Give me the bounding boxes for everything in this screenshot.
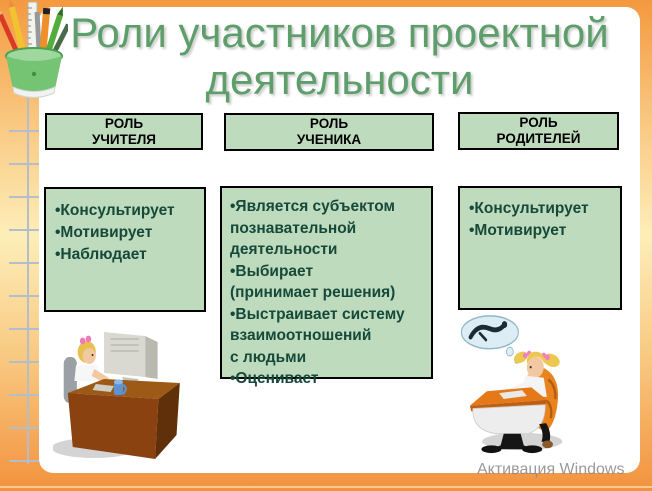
ruler-tick — [9, 295, 40, 297]
mug-top — [114, 380, 123, 385]
cup-dot — [32, 72, 36, 76]
girl-at-computer-clipart — [53, 331, 193, 461]
ruler-tick — [9, 163, 40, 165]
header-teacher-line2: УЧИТЕЛЯ — [91, 131, 156, 147]
content-box-student — [220, 186, 433, 387]
header-student-line2: УЧЕНИКА — [296, 132, 362, 147]
slide-title-line1: Роли участников проектной — [70, 9, 609, 56]
bullet-line: взаимоотношений — [230, 327, 372, 344]
thought-bubble-icon — [461, 316, 518, 349]
eye — [530, 366, 532, 369]
bubble-trail — [506, 347, 513, 356]
face — [83, 348, 96, 364]
bullet-line: •Консультирует — [55, 202, 175, 219]
bullet-line: •Консультирует — [469, 200, 589, 217]
ruler-tick — [9, 130, 40, 132]
pedestal-foot — [481, 445, 501, 453]
bullet-line: •Мотивирует — [469, 222, 567, 239]
slide-title — [39, 9, 640, 103]
ruler-tick — [9, 394, 40, 396]
bullet-line: (принимает решения) — [230, 284, 396, 301]
header-box-teacher — [45, 113, 203, 150]
header-parents-line2: РОДИТЕЛЕЙ — [496, 131, 581, 146]
header-box-parents — [458, 112, 619, 150]
pedestal-foot — [522, 445, 542, 453]
header-student-line1: РОЛЬ — [309, 116, 349, 131]
slide-title-line2: деятельности — [205, 56, 474, 103]
bullet-line: •Наблюдает — [55, 246, 147, 263]
margin-ruler-line — [27, 94, 29, 464]
header-box-student — [224, 113, 434, 151]
bullet-line: •Мотивирует — [55, 224, 153, 241]
ruler-tick — [9, 460, 40, 462]
header-parents-line1: РОЛЬ — [519, 115, 558, 130]
ruler-tick — [9, 229, 40, 231]
ruler-tick — [9, 262, 40, 264]
bullet-line: •Оценивает — [230, 370, 319, 387]
eye — [92, 354, 94, 356]
bullet-line: •Выстраивает систему — [230, 305, 405, 323]
hair-bow-icon — [545, 355, 550, 361]
ruler-tick — [9, 328, 40, 330]
content-box-teacher — [44, 187, 206, 312]
bullet-line: познавательной — [230, 219, 357, 237]
bullet-line: с людьми — [230, 348, 307, 366]
frame-bottom-highlight — [0, 486, 652, 488]
thinking-girl-clipart — [456, 312, 583, 455]
content-box-parents — [458, 186, 622, 310]
hair-bow-icon — [86, 336, 92, 343]
bullet-line: •Является субъектом — [230, 198, 395, 215]
monitor-side — [145, 336, 157, 379]
windows-activation-watermark: Активация Windows — [477, 461, 625, 478]
pencil-cup-clipart — [0, 0, 68, 108]
ruler-tick — [9, 196, 40, 198]
bullet-line: •Выбирает — [230, 262, 314, 280]
ruler-tick — [9, 427, 40, 429]
shoe — [542, 441, 553, 449]
swimmer-head — [502, 321, 507, 328]
bullet-line: деятельности — [230, 241, 338, 258]
header-teacher-line1: РОЛЬ — [104, 115, 144, 131]
desk-body — [473, 405, 545, 434]
hair-bow-icon — [80, 338, 86, 345]
ruler-tick — [9, 361, 40, 363]
